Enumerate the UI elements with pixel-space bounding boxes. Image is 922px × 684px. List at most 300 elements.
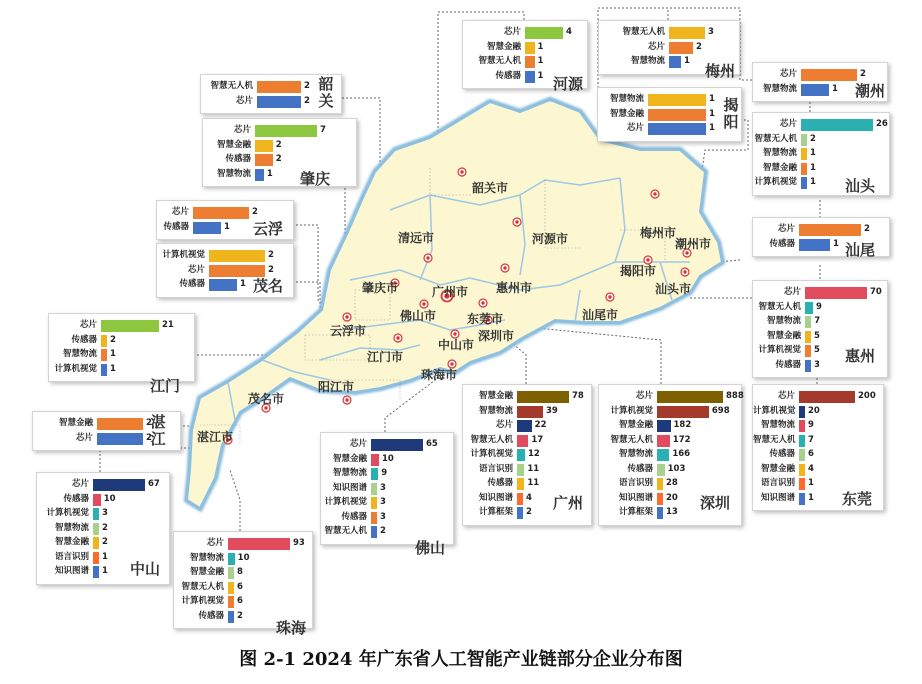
bar	[371, 497, 377, 509]
bar	[93, 479, 145, 491]
chart-city-name: 广州	[553, 494, 584, 512]
category-label: 芯片	[233, 125, 251, 135]
chart-row	[753, 405, 883, 418]
value-label: 4	[566, 27, 572, 37]
value-label: 5	[814, 330, 820, 341]
bar	[93, 523, 99, 535]
value-label: 1	[709, 108, 715, 119]
chart-row	[753, 448, 883, 461]
chart-row	[463, 41, 587, 54]
bar	[101, 320, 159, 332]
category-label: 智慧金融	[762, 162, 797, 173]
category-label: 传感器	[769, 449, 795, 459]
city-chart-佛山	[320, 432, 454, 545]
value-label: 9	[808, 420, 814, 430]
category-label: 语言识别	[54, 551, 89, 562]
bar	[801, 177, 807, 189]
bar	[805, 287, 867, 299]
value-label: 10	[237, 552, 250, 563]
bar	[648, 109, 706, 121]
chart-row	[599, 41, 739, 54]
value-label: 1	[110, 363, 116, 374]
bar	[799, 464, 805, 476]
value-label: 182	[673, 420, 692, 430]
bar	[517, 420, 532, 432]
bar	[657, 507, 663, 519]
bar	[525, 27, 563, 39]
value-label: 70	[870, 287, 882, 297]
chart-row	[463, 405, 591, 418]
value-label: 8	[237, 567, 243, 577]
chart-row	[203, 139, 356, 152]
category-label: 智慧物流	[762, 83, 797, 94]
bar	[255, 169, 264, 181]
city-chart-肇庆	[202, 118, 357, 187]
value-label: 1	[537, 70, 544, 81]
value-label: 11	[527, 463, 540, 474]
value-label: 1	[537, 41, 544, 52]
bar	[801, 119, 873, 131]
bar	[255, 140, 273, 152]
value-label: 2	[304, 95, 310, 106]
value-label: 1	[102, 566, 108, 576]
chart-row	[321, 482, 453, 495]
value-label: 2	[237, 610, 243, 621]
value-label: 26	[876, 119, 888, 129]
category-label: 芯片	[71, 479, 89, 489]
chart-row	[37, 522, 169, 535]
value-label: 1	[110, 349, 116, 359]
bar	[371, 512, 377, 524]
chart-row	[598, 108, 741, 121]
bar	[209, 279, 237, 291]
bar	[805, 302, 813, 314]
bar	[93, 566, 99, 578]
chart-row	[37, 493, 169, 506]
value-label: 93	[293, 538, 305, 548]
bar	[228, 582, 234, 594]
value-label: 2	[146, 418, 152, 428]
bar	[525, 71, 535, 83]
category-label: 计算框架	[478, 507, 513, 517]
value-label: 12	[528, 449, 540, 459]
city-chart-揭阳	[597, 87, 742, 142]
category-label: 传感器	[627, 463, 653, 474]
city-marker	[479, 299, 487, 307]
category-label: 智慧物流	[766, 316, 801, 326]
bar	[801, 134, 807, 146]
value-label: 2	[268, 250, 274, 260]
value-label: 28	[666, 478, 678, 488]
value-label: 3	[814, 359, 820, 370]
value-label: 11	[527, 478, 540, 488]
value-label: 20	[666, 492, 678, 503]
map-city-label: 广州市	[432, 285, 469, 299]
map-city-label: 河源市	[532, 232, 569, 246]
category-label: 智慧无人机	[210, 81, 253, 91]
bar	[517, 449, 525, 461]
chart-row	[463, 26, 587, 39]
bar	[93, 552, 99, 564]
map-city-label: 清远市	[398, 231, 435, 245]
category-label: 智慧物流	[54, 522, 89, 533]
chart-row	[753, 434, 883, 447]
map-city-label: 茂名市	[248, 392, 285, 406]
chart-row	[599, 463, 741, 476]
chart-row	[599, 434, 741, 447]
category-label: 传感器	[341, 511, 367, 522]
chart-row	[463, 448, 591, 461]
bar	[805, 345, 811, 357]
bar	[101, 349, 107, 361]
bar	[101, 335, 107, 347]
category-label: 计算框架	[618, 507, 653, 517]
chart-row	[753, 162, 889, 175]
chart-city-name: 河源	[553, 75, 584, 93]
bar	[669, 42, 693, 54]
category-label: 计算机视觉	[324, 497, 367, 507]
category-label: 计算机视觉	[162, 250, 205, 260]
bar	[97, 418, 143, 430]
map-city-label: 揭阳市	[620, 264, 657, 278]
bar	[657, 406, 709, 418]
value-label: 1	[810, 162, 816, 173]
chart-row	[753, 286, 887, 299]
chart-row	[321, 496, 453, 509]
chart-row	[321, 438, 453, 451]
chart-row	[753, 315, 887, 328]
category-label: 芯片	[779, 119, 797, 129]
category-label: 智慧金融	[58, 418, 93, 428]
chart-city-name: 汕头	[845, 177, 876, 195]
category-label: 智慧物流	[189, 552, 224, 563]
chart-row	[203, 168, 356, 181]
value-label: 1	[266, 168, 273, 179]
value-label: 1	[224, 221, 230, 232]
category-label: 智慧物流	[618, 449, 653, 459]
chart-city-name: 肇庆	[300, 170, 331, 188]
bar	[97, 433, 143, 445]
category-label: 智慧金融	[54, 537, 89, 547]
category-label: 传感器	[63, 493, 89, 504]
bar	[228, 553, 235, 565]
value-label: 6	[808, 449, 814, 459]
chart-row	[174, 581, 312, 594]
chart-row	[203, 153, 356, 166]
value-label: 9	[381, 468, 388, 478]
chart-city-name: 云浮	[253, 220, 284, 238]
bar	[799, 239, 830, 251]
value-label: 2	[864, 224, 870, 234]
bar	[805, 360, 811, 372]
bar	[799, 224, 861, 236]
chart-city-name: 揭阳	[723, 96, 739, 131]
chart-row	[463, 477, 591, 490]
category-label: 智慧无人机	[470, 434, 513, 445]
chart-row	[753, 330, 887, 343]
category-label: 知识图谱	[332, 482, 367, 493]
value-label: 2	[102, 522, 108, 533]
bar	[255, 154, 273, 166]
value-label: 2	[146, 432, 152, 443]
category-label: 计算机视觉	[754, 177, 797, 187]
bar	[801, 84, 829, 96]
value-label: 21	[162, 320, 174, 330]
bar	[257, 96, 301, 108]
chart-city-name: 湛江	[150, 413, 166, 448]
chart-city-name: 茂名	[253, 277, 284, 295]
chart-row	[174, 566, 312, 579]
category-label: 智慧金融	[216, 139, 251, 150]
category-label: 传感器	[179, 279, 205, 289]
map-city-label: 湛江市	[197, 430, 234, 444]
chart-row	[753, 301, 887, 314]
value-label: 2	[102, 537, 108, 547]
category-label: 传感器	[225, 154, 251, 164]
value-label: 65	[426, 439, 438, 449]
value-label: 3	[380, 497, 386, 507]
value-label: 2	[380, 526, 386, 536]
category-label: 计算机视觉	[758, 345, 801, 355]
value-label: 1	[832, 83, 838, 94]
chart-row	[49, 363, 194, 376]
city-marker	[424, 254, 432, 262]
bar	[799, 478, 805, 490]
value-label: 17	[531, 434, 544, 445]
value-label: 1	[709, 94, 715, 104]
category-label: 智慧无人机	[753, 434, 796, 445]
map-city-label: 东莞市	[467, 312, 504, 326]
chart-city-name: 深圳	[700, 494, 731, 512]
city-marker	[513, 218, 521, 226]
bar	[657, 391, 723, 403]
bar	[517, 507, 523, 519]
chart-row	[203, 124, 356, 137]
city-marker	[458, 168, 466, 176]
category-label: 传感器	[775, 359, 801, 370]
value-label: 10	[382, 453, 394, 464]
category-label: 芯片	[779, 69, 797, 79]
category-label: 知识图谱	[478, 492, 513, 503]
chart-city-name: 梅州	[705, 62, 736, 80]
category-label: 智慧金融	[618, 420, 653, 430]
bar	[228, 596, 234, 608]
value-label: 888	[726, 391, 744, 401]
chart-row	[157, 249, 293, 262]
chart-row	[37, 478, 169, 491]
chart-row	[753, 419, 883, 432]
map-city-label: 深圳市	[478, 329, 515, 343]
bar	[93, 508, 99, 520]
bar	[805, 316, 811, 328]
value-label: 67	[148, 479, 160, 489]
bar	[209, 250, 265, 262]
value-label: 2	[252, 207, 258, 217]
city-chart-珠海	[173, 531, 313, 629]
category-label: 芯片	[635, 391, 653, 401]
category-label: 智慧金融	[189, 567, 224, 577]
chart-row	[174, 537, 312, 550]
bar	[517, 391, 569, 403]
bar	[657, 464, 665, 476]
chart-row	[37, 536, 169, 549]
value-label: 7	[808, 434, 814, 445]
value-label: 2	[275, 139, 282, 150]
value-label: 1	[810, 177, 816, 187]
category-label: 芯片	[783, 287, 801, 297]
chart-row	[463, 463, 591, 476]
chart-row	[463, 55, 587, 68]
bar	[228, 567, 234, 579]
bar	[517, 478, 524, 490]
value-label: 1	[102, 551, 108, 562]
category-label: 芯片	[777, 391, 795, 401]
chart-row	[599, 477, 741, 490]
category-label: 智慧金融	[486, 41, 521, 52]
map-city-label: 中山市	[438, 338, 475, 352]
value-label: 2	[860, 69, 866, 79]
category-label: 计算机视觉	[470, 449, 513, 459]
bar	[257, 81, 301, 93]
value-label: 9	[815, 301, 822, 312]
map-city-label: 云浮市	[330, 324, 367, 338]
category-label: 芯片	[75, 432, 93, 443]
bar	[371, 526, 377, 538]
chart-city-name: 江门	[150, 377, 181, 395]
bar	[517, 406, 543, 418]
category-label: 芯片	[206, 538, 224, 548]
bar	[805, 331, 811, 343]
bar	[517, 435, 528, 447]
category-label: 语言识别	[478, 463, 513, 474]
bar	[371, 439, 423, 451]
category-label: 芯片	[503, 27, 521, 37]
bar	[799, 493, 805, 505]
bar	[669, 27, 705, 39]
category-label: 传感器	[198, 610, 224, 621]
bar	[228, 611, 234, 623]
category-label: 智慧物流	[630, 56, 665, 66]
chart-row	[599, 419, 741, 432]
value-label: 3	[380, 511, 386, 522]
value-label: 698	[711, 405, 730, 416]
city-marker	[651, 190, 659, 198]
category-label: 智慧无人机	[758, 301, 801, 312]
chart-row	[753, 147, 889, 160]
category-label: 计算机视觉	[610, 405, 653, 416]
category-label: 智慧无人机	[181, 581, 224, 592]
chart-row	[321, 453, 453, 466]
chart-city-name: 惠州	[845, 347, 876, 365]
chart-city-name: 东莞	[842, 490, 873, 508]
chart-row	[463, 419, 591, 432]
chart-row	[321, 467, 453, 480]
category-label: 计算机视觉	[46, 508, 89, 518]
category-label: 智慧物流	[216, 168, 251, 179]
bar	[193, 222, 221, 234]
map-city-label: 江门市	[367, 350, 404, 364]
chart-row	[599, 390, 744, 403]
value-label: 6	[237, 596, 243, 606]
category-label: 智慧无人机	[622, 27, 665, 37]
value-label: 200	[858, 391, 876, 401]
value-label: 4	[808, 463, 814, 474]
bar	[93, 537, 99, 549]
category-label: 语言识别	[618, 478, 653, 488]
bar	[657, 493, 663, 505]
chart-row	[463, 390, 591, 403]
bar	[657, 435, 670, 447]
chart-city-name: 韶关	[318, 75, 334, 110]
category-label: 芯片	[626, 123, 644, 133]
value-label: 2	[526, 507, 532, 517]
city-marker	[501, 264, 509, 272]
value-label: 7	[320, 125, 326, 135]
value-label: 172	[672, 434, 691, 445]
chart-row	[598, 93, 741, 106]
chart-row	[599, 26, 739, 39]
bar	[93, 494, 101, 506]
category-label: 智慧物流	[332, 468, 367, 478]
chart-row	[753, 390, 883, 403]
chart-row	[321, 511, 453, 524]
category-label: 智慧金融	[766, 330, 801, 341]
chart-row	[49, 319, 194, 332]
bar	[669, 56, 681, 68]
city-marker	[394, 334, 402, 342]
bar	[801, 69, 857, 81]
value-label: 1	[684, 56, 690, 66]
bar	[799, 391, 855, 403]
bar	[801, 148, 807, 160]
bar	[657, 420, 671, 432]
chart-city-name: 汕尾	[845, 241, 876, 259]
chart-row	[49, 348, 194, 361]
category-label: 计算机视觉	[753, 405, 796, 416]
bar	[255, 125, 317, 137]
category-label: 智慧无人机	[610, 434, 653, 445]
value-label: 2	[275, 154, 282, 164]
chart-row	[37, 507, 169, 520]
city-marker	[343, 396, 351, 404]
category-label: 芯片	[171, 207, 189, 217]
city-marker	[606, 293, 614, 301]
map-city-label: 汕尾市	[582, 308, 619, 322]
category-label: 芯片	[777, 224, 795, 234]
category-label: 传感器	[487, 478, 513, 488]
chart-row	[753, 463, 883, 476]
map-city-label: 韶关市	[472, 181, 509, 195]
value-label: 1	[810, 148, 816, 158]
category-label: 芯片	[349, 439, 367, 449]
value-label: 2	[268, 264, 274, 275]
category-label: 智慧物流	[62, 349, 97, 359]
value-label: 10	[103, 493, 116, 504]
chart-row	[753, 133, 889, 146]
bar	[193, 207, 249, 219]
city-marker	[681, 268, 689, 276]
value-label: 103	[667, 463, 686, 474]
value-label: 22	[534, 420, 547, 430]
category-label: 芯片	[79, 320, 97, 330]
bar	[371, 483, 377, 495]
bar	[525, 42, 535, 54]
category-label: 传感器	[769, 238, 795, 249]
bar	[799, 420, 805, 432]
chart-row	[599, 405, 741, 418]
category-label: 智慧金融	[478, 391, 513, 401]
bar	[657, 449, 669, 461]
